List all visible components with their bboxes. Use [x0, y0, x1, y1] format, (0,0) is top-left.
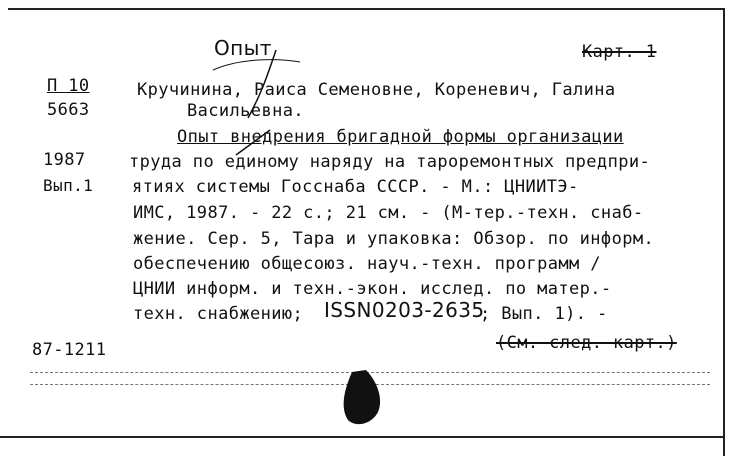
body-line: ; Вып. 1). -: [480, 304, 608, 324]
body-line: Кручинина, Раиса Семеновне, Кореневич, Галина: [137, 80, 616, 100]
year: 1987: [43, 150, 86, 170]
shelf-mark-bottom: 5663: [47, 100, 90, 120]
pen-stroke: [236, 130, 270, 155]
body-line: труда по единому наряду на тароремонтных предпри-: [129, 152, 651, 172]
card-marker: Карт. 1: [582, 42, 657, 62]
body-line: ятиях системы Госснаба СССР. - М.: ЦНИИТЭ-: [132, 177, 579, 197]
continuation-note: (См. след. карт.): [496, 333, 677, 353]
handwritten-issn: ISSN0203-2635: [324, 298, 485, 322]
handwritten-heading: Опыт: [214, 36, 272, 60]
body-line: жение. Сер. 5, Тара и упаковка: Обзор. по информ.: [133, 229, 655, 249]
body-line: Опыт внедрения бригадной формы организации: [177, 127, 624, 147]
accession-number: 87-1211: [32, 340, 107, 360]
shelf-mark-top: П 10: [47, 76, 90, 96]
body-line: обеспечению общесоюз. науч.-техн. программ /: [133, 254, 601, 274]
issue: Вып.1: [43, 176, 94, 195]
ink-blot-icon: [344, 370, 380, 424]
body-line: ИМС, 1987. - 22 с.; 21 см. - (М-тер.-техн. снаб-: [133, 203, 644, 223]
body-line: техн. снабжению;: [133, 304, 304, 324]
pen-stroke: [213, 60, 300, 70]
body-line: Васильевна.: [187, 101, 304, 121]
body-line: ЦНИИ информ. и техн.-экон. исслед. по матер.-: [133, 279, 612, 299]
